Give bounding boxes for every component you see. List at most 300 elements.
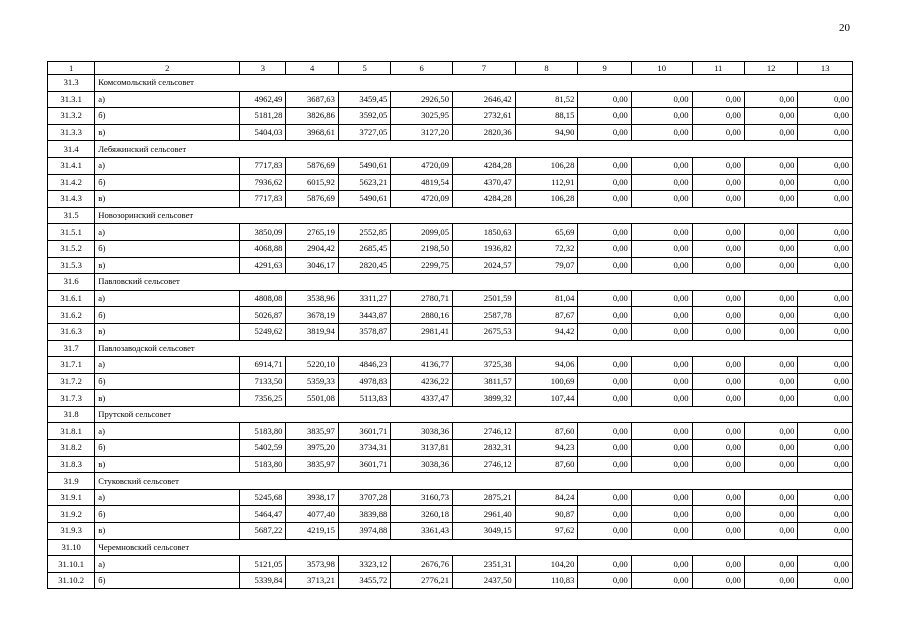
value-cell: 5402,59 <box>240 440 286 457</box>
value-cell: 65,69 <box>515 224 578 241</box>
value-cell: 0,00 <box>631 456 692 473</box>
value-cell: 3323,12 <box>338 556 390 573</box>
column-header: 9 <box>578 62 631 75</box>
table-row <box>48 224 853 241</box>
table-row <box>48 108 853 125</box>
value-cell: 0,00 <box>744 506 797 523</box>
value-cell: 84,24 <box>515 489 578 506</box>
row-code: 31.3.3 <box>48 124 95 141</box>
value-cell: 0,00 <box>744 373 797 390</box>
value-cell: 0,00 <box>744 157 797 174</box>
value-cell: 0,00 <box>798 124 853 141</box>
value-cell: 7356,25 <box>240 390 286 407</box>
value-cell: 0,00 <box>744 174 797 191</box>
value-cell: 7717,83 <box>240 157 286 174</box>
value-cell: 0,00 <box>631 506 692 523</box>
row-code: 31.7.2 <box>48 373 95 390</box>
section-row <box>48 473 853 490</box>
value-cell: 2961,40 <box>453 506 516 523</box>
value-cell: 2926,50 <box>391 91 453 108</box>
row-code: 31.9.2 <box>48 506 95 523</box>
value-cell: 1850,63 <box>453 224 516 241</box>
value-cell: 0,00 <box>798 390 853 407</box>
value-cell: 2820,45 <box>338 257 390 274</box>
value-cell: 5220,10 <box>286 357 338 374</box>
value-cell: 0,00 <box>744 224 797 241</box>
value-cell: 7133,50 <box>240 373 286 390</box>
value-cell: 0,00 <box>798 373 853 390</box>
value-cell: 104,20 <box>515 556 578 573</box>
value-cell: 0,00 <box>578 373 631 390</box>
value-cell: 0,00 <box>578 240 631 257</box>
value-cell: 0,00 <box>631 373 692 390</box>
value-cell: 0,00 <box>798 224 853 241</box>
value-cell: 0,00 <box>798 257 853 274</box>
row-label: в) <box>95 523 240 540</box>
value-cell: 0,00 <box>798 523 853 540</box>
value-cell: 0,00 <box>578 124 631 141</box>
value-cell: 3899,32 <box>453 390 516 407</box>
value-cell: 5121,05 <box>240 556 286 573</box>
value-cell: 0,00 <box>744 290 797 307</box>
value-cell: 4337,47 <box>391 390 453 407</box>
row-label: в) <box>95 124 240 141</box>
section-row <box>48 141 853 158</box>
value-cell: 5183,80 <box>240 456 286 473</box>
table-row <box>48 373 853 390</box>
value-cell: 0,00 <box>692 124 744 141</box>
row-label: в) <box>95 191 240 208</box>
value-cell: 3046,17 <box>286 257 338 274</box>
value-cell: 2437,50 <box>453 572 516 589</box>
value-cell: 0,00 <box>578 572 631 589</box>
value-cell: 0,00 <box>578 489 631 506</box>
section-row <box>48 539 853 556</box>
value-cell: 0,00 <box>692 174 744 191</box>
row-code: 31.8.3 <box>48 456 95 473</box>
value-cell: 0,00 <box>692 489 744 506</box>
row-code: 31.7.1 <box>48 357 95 374</box>
section-code: 31.3 <box>48 75 95 92</box>
row-code: 31.8.2 <box>48 440 95 457</box>
value-cell: 87,60 <box>515 456 578 473</box>
value-cell: 0,00 <box>578 257 631 274</box>
value-cell: 3835,97 <box>286 423 338 440</box>
value-cell: 4284,28 <box>453 191 516 208</box>
value-cell: 94,06 <box>515 357 578 374</box>
value-cell: 4284,28 <box>453 157 516 174</box>
value-cell: 0,00 <box>692 323 744 340</box>
value-cell: 0,00 <box>744 108 797 125</box>
value-cell: 2880,16 <box>391 307 453 324</box>
value-cell: 106,28 <box>515 191 578 208</box>
value-cell: 79,07 <box>515 257 578 274</box>
value-cell: 5026,87 <box>240 307 286 324</box>
section-code: 31.7 <box>48 340 95 357</box>
value-cell: 0,00 <box>631 240 692 257</box>
value-cell: 3443,87 <box>338 307 390 324</box>
value-cell: 81,04 <box>515 290 578 307</box>
value-cell: 5249,62 <box>240 323 286 340</box>
value-cell: 0,00 <box>631 174 692 191</box>
value-cell: 0,00 <box>631 572 692 589</box>
value-cell: 2676,76 <box>391 556 453 573</box>
row-code: 31.5.3 <box>48 257 95 274</box>
value-cell: 2587,78 <box>453 307 516 324</box>
column-header: 1 <box>48 62 95 75</box>
row-code: 31.9.1 <box>48 489 95 506</box>
section-code: 31.10 <box>48 539 95 556</box>
value-cell: 3311,27 <box>338 290 390 307</box>
value-cell: 0,00 <box>578 307 631 324</box>
value-cell: 4819,54 <box>391 174 453 191</box>
value-cell: 0,00 <box>798 506 853 523</box>
value-cell: 0,00 <box>631 523 692 540</box>
value-cell: 0,00 <box>692 523 744 540</box>
column-header: 2 <box>95 62 240 75</box>
column-header: 11 <box>692 62 744 75</box>
value-cell: 5359,33 <box>286 373 338 390</box>
value-cell: 2981,41 <box>391 323 453 340</box>
page-number: 20 <box>839 22 850 34</box>
value-cell: 87,67 <box>515 307 578 324</box>
value-cell: 0,00 <box>692 240 744 257</box>
value-cell: 5623,21 <box>338 174 390 191</box>
section-code: 31.6 <box>48 274 95 291</box>
value-cell: 81,52 <box>515 91 578 108</box>
value-cell: 4962,49 <box>240 91 286 108</box>
value-cell: 3260,18 <box>391 506 453 523</box>
row-label: а) <box>95 224 240 241</box>
value-cell: 0,00 <box>631 91 692 108</box>
value-cell: 0,00 <box>631 489 692 506</box>
value-cell: 0,00 <box>744 423 797 440</box>
table-row <box>48 240 853 257</box>
value-cell: 112,91 <box>515 174 578 191</box>
row-code: 31.4.3 <box>48 191 95 208</box>
value-cell: 2776,21 <box>391 572 453 589</box>
value-cell: 0,00 <box>578 224 631 241</box>
value-cell: 0,00 <box>631 157 692 174</box>
value-cell: 0,00 <box>744 440 797 457</box>
value-cell: 3687,63 <box>286 91 338 108</box>
value-cell: 0,00 <box>744 91 797 108</box>
value-cell: 0,00 <box>798 240 853 257</box>
row-label: в) <box>95 257 240 274</box>
table-row <box>48 556 853 573</box>
value-cell: 0,00 <box>744 572 797 589</box>
value-cell: 3538,96 <box>286 290 338 307</box>
value-cell: 0,00 <box>578 440 631 457</box>
value-cell: 3601,71 <box>338 423 390 440</box>
value-cell: 2099,05 <box>391 224 453 241</box>
section-code: 31.4 <box>48 141 95 158</box>
value-cell: 0,00 <box>798 456 853 473</box>
value-cell: 2552,85 <box>338 224 390 241</box>
value-cell: 0,00 <box>798 91 853 108</box>
value-cell: 7936,62 <box>240 174 286 191</box>
value-cell: 3811,57 <box>453 373 516 390</box>
value-cell: 2198,50 <box>391 240 453 257</box>
value-cell: 0,00 <box>631 191 692 208</box>
table-row <box>48 456 853 473</box>
value-cell: 0,00 <box>798 440 853 457</box>
value-cell: 5687,22 <box>240 523 286 540</box>
table-row <box>48 440 853 457</box>
value-cell: 3455,72 <box>338 572 390 589</box>
value-cell: 0,00 <box>692 108 744 125</box>
value-cell: 0,00 <box>631 390 692 407</box>
value-cell: 5245,68 <box>240 489 286 506</box>
value-cell: 0,00 <box>692 191 744 208</box>
row-code: 31.10.2 <box>48 572 95 589</box>
value-cell: 3038,36 <box>391 456 453 473</box>
row-label: б) <box>95 174 240 191</box>
value-cell: 3592,05 <box>338 108 390 125</box>
value-cell: 4720,09 <box>391 157 453 174</box>
value-cell: 106,28 <box>515 157 578 174</box>
row-code: 31.6.1 <box>48 290 95 307</box>
value-cell: 2685,45 <box>338 240 390 257</box>
value-cell: 0,00 <box>798 108 853 125</box>
value-cell: 4068,88 <box>240 240 286 257</box>
value-cell: 0,00 <box>798 191 853 208</box>
value-cell: 7717,83 <box>240 191 286 208</box>
value-cell: 0,00 <box>692 390 744 407</box>
value-cell: 0,00 <box>578 556 631 573</box>
row-code: 31.4.2 <box>48 174 95 191</box>
row-code: 31.4.1 <box>48 157 95 174</box>
table-row <box>48 572 853 589</box>
value-cell: 0,00 <box>744 390 797 407</box>
value-cell: 0,00 <box>578 174 631 191</box>
value-cell: 72,32 <box>515 240 578 257</box>
row-label: б) <box>95 108 240 125</box>
value-cell: 0,00 <box>578 91 631 108</box>
value-cell: 0,00 <box>744 357 797 374</box>
value-cell: 0,00 <box>744 124 797 141</box>
row-code: 31.6.3 <box>48 323 95 340</box>
value-cell: 0,00 <box>798 174 853 191</box>
value-cell: 5501,08 <box>286 390 338 407</box>
value-cell: 0,00 <box>578 290 631 307</box>
section-row <box>48 207 853 224</box>
value-cell: 4808,08 <box>240 290 286 307</box>
value-cell: 1936,82 <box>453 240 516 257</box>
tariff-table <box>47 61 853 589</box>
row-label: б) <box>95 240 240 257</box>
column-header: 12 <box>744 62 797 75</box>
value-cell: 2675,53 <box>453 323 516 340</box>
value-cell: 3727,05 <box>338 124 390 141</box>
value-cell: 5876,69 <box>286 191 338 208</box>
value-cell: 88,15 <box>515 108 578 125</box>
value-cell: 3025,95 <box>391 108 453 125</box>
value-cell: 87,60 <box>515 423 578 440</box>
header-row <box>48 62 853 75</box>
value-cell: 5490,61 <box>338 191 390 208</box>
value-cell: 3850,09 <box>240 224 286 241</box>
value-cell: 0,00 <box>744 489 797 506</box>
section-row <box>48 75 853 92</box>
value-cell: 0,00 <box>631 307 692 324</box>
value-cell: 107,44 <box>515 390 578 407</box>
section-title: Комсомольский сельсовет <box>95 75 853 92</box>
value-cell: 0,00 <box>578 423 631 440</box>
value-cell: 2904,42 <box>286 240 338 257</box>
value-cell: 0,00 <box>692 257 744 274</box>
section-row <box>48 406 853 423</box>
table-row <box>48 257 853 274</box>
value-cell: 5113,83 <box>338 390 390 407</box>
value-cell: 0,00 <box>744 191 797 208</box>
value-cell: 100,69 <box>515 373 578 390</box>
section-title: Стуковский сельсовет <box>95 473 853 490</box>
value-cell: 0,00 <box>631 257 692 274</box>
value-cell: 0,00 <box>692 373 744 390</box>
section-code: 31.5 <box>48 207 95 224</box>
value-cell: 0,00 <box>798 307 853 324</box>
value-cell: 3361,43 <box>391 523 453 540</box>
column-header: 7 <box>453 62 516 75</box>
table-row <box>48 390 853 407</box>
row-code: 31.9.3 <box>48 523 95 540</box>
value-cell: 4291,63 <box>240 257 286 274</box>
value-cell: 3038,36 <box>391 423 453 440</box>
table-row <box>48 523 853 540</box>
row-label: б) <box>95 440 240 457</box>
value-cell: 4219,15 <box>286 523 338 540</box>
value-cell: 3975,20 <box>286 440 338 457</box>
value-cell: 0,00 <box>798 357 853 374</box>
value-cell: 0,00 <box>631 224 692 241</box>
value-cell: 2646,42 <box>453 91 516 108</box>
value-cell: 0,00 <box>692 91 744 108</box>
value-cell: 97,62 <box>515 523 578 540</box>
value-cell: 3049,15 <box>453 523 516 540</box>
value-cell: 94,42 <box>515 323 578 340</box>
row-code: 31.6.2 <box>48 307 95 324</box>
row-code: 31.5.2 <box>48 240 95 257</box>
value-cell: 3601,71 <box>338 456 390 473</box>
value-cell: 2024,57 <box>453 257 516 274</box>
value-cell: 2746,12 <box>453 456 516 473</box>
value-cell: 3713,21 <box>286 572 338 589</box>
value-cell: 0,00 <box>798 556 853 573</box>
value-cell: 4846,23 <box>338 357 390 374</box>
value-cell: 0,00 <box>692 307 744 324</box>
table-row <box>48 91 853 108</box>
value-cell: 3725,38 <box>453 357 516 374</box>
column-header: 5 <box>338 62 390 75</box>
value-cell: 0,00 <box>578 357 631 374</box>
value-cell: 0,00 <box>692 157 744 174</box>
value-cell: 6015,92 <box>286 174 338 191</box>
value-cell: 5339,84 <box>240 572 286 589</box>
value-cell: 0,00 <box>798 157 853 174</box>
value-cell: 2351,31 <box>453 556 516 573</box>
value-cell: 94,90 <box>515 124 578 141</box>
section-title: Новозоринский сельсовет <box>95 207 853 224</box>
value-cell: 6914,71 <box>240 357 286 374</box>
table-row <box>48 174 853 191</box>
value-cell: 5490,61 <box>338 157 390 174</box>
value-cell: 0,00 <box>744 523 797 540</box>
value-cell: 5404,03 <box>240 124 286 141</box>
value-cell: 0,00 <box>631 423 692 440</box>
value-cell: 3839,88 <box>338 506 390 523</box>
value-cell: 0,00 <box>578 323 631 340</box>
value-cell: 3578,87 <box>338 323 390 340</box>
value-cell: 0,00 <box>692 506 744 523</box>
value-cell: 0,00 <box>631 440 692 457</box>
table-row <box>48 157 853 174</box>
section-title: Прутской сельсовет <box>95 406 853 423</box>
value-cell: 3707,28 <box>338 489 390 506</box>
table-row <box>48 506 853 523</box>
section-code: 31.9 <box>48 473 95 490</box>
row-label: а) <box>95 290 240 307</box>
value-cell: 0,00 <box>692 423 744 440</box>
value-cell: 0,00 <box>578 523 631 540</box>
value-cell: 3819,94 <box>286 323 338 340</box>
value-cell: 3938,17 <box>286 489 338 506</box>
value-cell: 5464,47 <box>240 506 286 523</box>
row-label: а) <box>95 357 240 374</box>
section-title: Павловский сельсовет <box>95 274 853 291</box>
value-cell: 0,00 <box>578 390 631 407</box>
value-cell: 0,00 <box>744 257 797 274</box>
column-header: 10 <box>631 62 692 75</box>
table-row <box>48 191 853 208</box>
row-label: а) <box>95 489 240 506</box>
column-header: 4 <box>286 62 338 75</box>
value-cell: 0,00 <box>692 572 744 589</box>
value-cell: 3968,61 <box>286 124 338 141</box>
value-cell: 0,00 <box>578 108 631 125</box>
table-body <box>48 62 853 589</box>
value-cell: 0,00 <box>744 240 797 257</box>
value-cell: 2299,75 <box>391 257 453 274</box>
column-header: 6 <box>391 62 453 75</box>
row-label: а) <box>95 91 240 108</box>
value-cell: 0,00 <box>631 124 692 141</box>
value-cell: 2832,31 <box>453 440 516 457</box>
value-cell: 5183,80 <box>240 423 286 440</box>
value-cell: 2746,12 <box>453 423 516 440</box>
row-code: 31.8.1 <box>48 423 95 440</box>
value-cell: 90,87 <box>515 506 578 523</box>
value-cell: 3734,31 <box>338 440 390 457</box>
value-cell: 0,00 <box>631 556 692 573</box>
row-label: б) <box>95 373 240 390</box>
row-label: а) <box>95 423 240 440</box>
value-cell: 0,00 <box>744 556 797 573</box>
row-label: в) <box>95 390 240 407</box>
value-cell: 4236,22 <box>391 373 453 390</box>
column-header: 13 <box>798 62 853 75</box>
table-row <box>48 290 853 307</box>
value-cell: 0,00 <box>692 456 744 473</box>
row-label: в) <box>95 323 240 340</box>
value-cell: 2501,59 <box>453 290 516 307</box>
value-cell: 0,00 <box>744 307 797 324</box>
value-cell: 3160,73 <box>391 489 453 506</box>
value-cell: 2875,21 <box>453 489 516 506</box>
value-cell: 4720,09 <box>391 191 453 208</box>
value-cell: 0,00 <box>631 323 692 340</box>
value-cell: 0,00 <box>798 323 853 340</box>
